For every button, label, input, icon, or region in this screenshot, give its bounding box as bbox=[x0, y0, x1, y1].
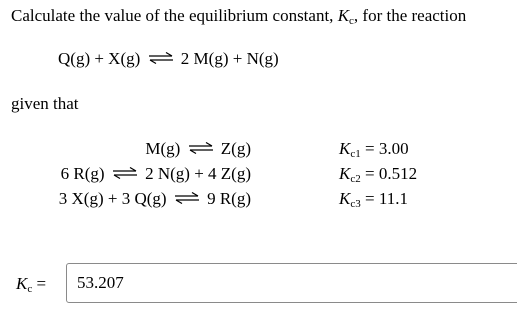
k-symbol: K bbox=[339, 139, 351, 158]
equation-right: 9 R(g) bbox=[207, 189, 251, 208]
k-number: = 3.00 bbox=[364, 139, 409, 158]
given-equation bbox=[145, 139, 251, 159]
prompt-text-after: , for the reaction bbox=[353, 6, 467, 25]
k-number: = 11.1 bbox=[364, 189, 408, 208]
given-equation bbox=[59, 189, 251, 209]
question-prompt bbox=[11, 6, 466, 27]
k-value bbox=[339, 189, 408, 210]
answer-field[interactable] bbox=[66, 263, 517, 303]
k-number: = 0.512 bbox=[364, 164, 418, 183]
equilibrium-arrow-icon bbox=[112, 167, 138, 179]
k-subscript: c2 bbox=[350, 173, 361, 185]
equilibrium-arrow-icon bbox=[148, 52, 174, 64]
given-equation bbox=[61, 164, 251, 184]
prompt-text-before: Calculate the value of the equilibrium constant, bbox=[11, 6, 338, 25]
equation-left: 3 X(g) + 3 Q(g) bbox=[58, 189, 167, 208]
k-subscript: c1 bbox=[350, 148, 361, 160]
given-label: given that bbox=[11, 94, 79, 113]
equation-right: 2 N(g) + 4 Z(g) bbox=[145, 164, 251, 183]
k-value bbox=[339, 139, 409, 160]
k-subscript: c bbox=[349, 15, 354, 27]
reaction-left: Q(g) + X(g) bbox=[58, 49, 141, 68]
k-subscript: c3 bbox=[350, 198, 361, 210]
k-symbol: K bbox=[16, 274, 28, 293]
k-symbol: K bbox=[337, 6, 350, 25]
equilibrium-arrow-icon bbox=[174, 192, 200, 204]
k-symbol: K bbox=[339, 189, 351, 208]
k-subscript: c bbox=[27, 283, 33, 295]
k-symbol: K bbox=[339, 164, 351, 183]
equation-left: 6 R(g) bbox=[60, 164, 105, 183]
answer-input[interactable] bbox=[77, 272, 497, 294]
target-reaction bbox=[58, 49, 279, 69]
reaction-right: 2 M(g) + N(g) bbox=[180, 49, 279, 68]
k-value bbox=[339, 164, 417, 185]
answer-label bbox=[16, 274, 46, 295]
equation-right: Z(g) bbox=[220, 139, 251, 158]
equals-sign: = bbox=[36, 274, 47, 293]
equilibrium-arrow-icon bbox=[188, 142, 214, 154]
equation-left: M(g) bbox=[145, 139, 181, 158]
